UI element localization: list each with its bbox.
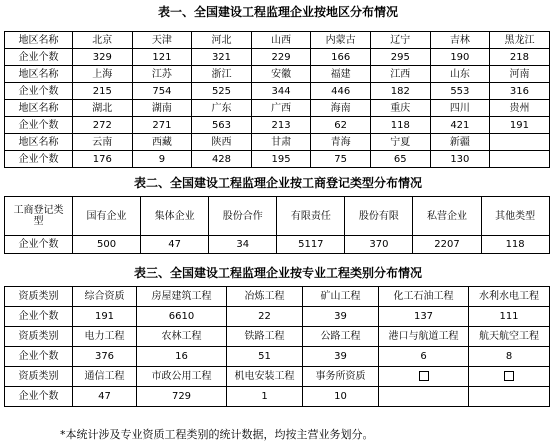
table-row xyxy=(5,49,550,66)
category-name: 航天航空工程 xyxy=(469,327,550,347)
empty-box-icon-cell xyxy=(469,367,550,387)
region-count: 121 xyxy=(132,49,192,66)
table-row xyxy=(5,236,550,254)
region-count: 62 xyxy=(311,117,371,134)
region-count: 118 xyxy=(370,117,430,134)
row-label: 企业个数 xyxy=(5,49,73,66)
region-count: 295 xyxy=(370,49,430,66)
category-name: 冶炼工程 xyxy=(227,287,303,307)
category-name: 公路工程 xyxy=(303,327,379,347)
type-count: 5117 xyxy=(277,236,345,254)
region-count xyxy=(490,151,550,168)
region-name: 湖南 xyxy=(132,100,192,117)
region-name: 北京 xyxy=(73,32,133,49)
category-name: 水利水电工程 xyxy=(469,287,550,307)
region-name: 河南 xyxy=(490,66,550,83)
category-count: 111 xyxy=(469,307,550,327)
category-name: 化工石油工程 xyxy=(379,287,469,307)
region-name: 黑龙江 xyxy=(490,32,550,49)
region-count: 563 xyxy=(192,117,252,134)
category-count: 16 xyxy=(137,347,227,367)
registration-type-table xyxy=(4,196,550,254)
region-name: 福建 xyxy=(311,66,371,83)
table2-title: 表二、全国建设工程监理企业按工商登记类型分布情况 xyxy=(133,176,422,190)
category-name: 事务所资质 xyxy=(303,367,379,387)
empty-cell xyxy=(379,387,469,407)
region-count: 215 xyxy=(73,83,133,100)
region-count: 190 xyxy=(430,49,490,66)
region-name: 贵州 xyxy=(490,100,550,117)
category-count: 729 xyxy=(137,387,227,407)
type-name: 有限责任 xyxy=(277,197,345,236)
table-row xyxy=(5,83,550,100)
category-count: 191 xyxy=(73,307,137,327)
category-name: 农林工程 xyxy=(137,327,227,347)
region-name: 山西 xyxy=(251,32,311,49)
category-count: 6610 xyxy=(137,307,227,327)
type-count: 118 xyxy=(481,236,549,254)
table-row xyxy=(5,32,550,49)
type-name: 其他类型 xyxy=(481,197,549,236)
region-name: 广西 xyxy=(251,100,311,117)
region-count: 754 xyxy=(132,83,192,100)
region-count: 213 xyxy=(251,117,311,134)
table-row xyxy=(5,197,550,236)
region-name: 吉林 xyxy=(430,32,490,49)
table-row xyxy=(5,367,550,387)
region-count: 329 xyxy=(73,49,133,66)
region-count: 9 xyxy=(132,151,192,168)
region-count: 316 xyxy=(490,83,550,100)
table-row xyxy=(5,387,550,407)
region-name: 浙江 xyxy=(192,66,252,83)
type-name: 国有企业 xyxy=(73,197,141,236)
region-name: 云南 xyxy=(73,134,133,151)
region-name: 新疆 xyxy=(430,134,490,151)
region-count: 195 xyxy=(251,151,311,168)
row-label: 企业个数 xyxy=(5,151,73,168)
region-count: 271 xyxy=(132,117,192,134)
region-count: 130 xyxy=(430,151,490,168)
region-name: 山东 xyxy=(430,66,490,83)
region-name: 青海 xyxy=(311,134,371,151)
type-count: 500 xyxy=(73,236,141,254)
region-name: 西藏 xyxy=(132,134,192,151)
category-name: 电力工程 xyxy=(73,327,137,347)
row-label: 地区名称 xyxy=(5,32,73,49)
row-label: 企业个数 xyxy=(5,83,73,100)
region-count: 428 xyxy=(192,151,252,168)
row-label: 资质类别 xyxy=(5,327,73,347)
region-count: 65 xyxy=(370,151,430,168)
category-count: 39 xyxy=(303,307,379,327)
table-row xyxy=(5,287,550,307)
region-count: 525 xyxy=(192,83,252,100)
table-row xyxy=(5,134,550,151)
region-count: 421 xyxy=(430,117,490,134)
row-label: 企业个数 xyxy=(5,387,73,407)
table-row xyxy=(5,307,550,327)
type-name: 股份合作 xyxy=(209,197,277,236)
region-count: 321 xyxy=(192,49,252,66)
table1-title: 表一、全国建设工程监理企业按地区分布情况 xyxy=(157,5,398,19)
row-label: 企业个数 xyxy=(5,307,73,327)
category-count: 39 xyxy=(303,347,379,367)
category-name: 房屋建筑工程 xyxy=(137,287,227,307)
region-count: 176 xyxy=(73,151,133,168)
region-name: 安徽 xyxy=(251,66,311,83)
table-row xyxy=(5,66,550,83)
type-count: 370 xyxy=(345,236,413,254)
table-row xyxy=(5,100,550,117)
row-label: 资质类别 xyxy=(5,287,73,307)
specialty-category-table xyxy=(4,286,550,407)
row-label: 资质类别 xyxy=(5,367,73,387)
region-count: 218 xyxy=(490,49,550,66)
region-table xyxy=(4,31,550,168)
category-count: 1 xyxy=(227,387,303,407)
table3-title: 表三、全国建设工程监理企业按专业工程类别分布情况 xyxy=(133,266,422,280)
category-count: 22 xyxy=(227,307,303,327)
region-count: 446 xyxy=(311,83,371,100)
region-count: 272 xyxy=(73,117,133,134)
category-name: 机电安装工程 xyxy=(227,367,303,387)
row-label: 地区名称 xyxy=(5,66,73,83)
category-count: 51 xyxy=(227,347,303,367)
empty-box-icon-cell xyxy=(379,367,469,387)
region-count: 553 xyxy=(430,83,490,100)
type-name: 集体企业 xyxy=(141,197,209,236)
empty-box-icon xyxy=(419,371,429,381)
region-name: 海南 xyxy=(311,100,371,117)
row-label: 企业个数 xyxy=(5,347,73,367)
category-count: 8 xyxy=(469,347,550,367)
region-count: 191 xyxy=(490,117,550,134)
region-name: 宁夏 xyxy=(370,134,430,151)
empty-box-icon xyxy=(504,371,514,381)
region-count: 182 xyxy=(370,83,430,100)
region-count: 344 xyxy=(251,83,311,100)
footnote: *本统计涉及专业资质工程类别的统计数据，均按主营业务划分。 xyxy=(60,428,374,441)
region-count: 166 xyxy=(311,49,371,66)
region-name: 广东 xyxy=(192,100,252,117)
type-count: 34 xyxy=(209,236,277,254)
table-row xyxy=(5,347,550,367)
row-label: 地区名称 xyxy=(5,100,73,117)
category-count: 137 xyxy=(379,307,469,327)
category-name: 综合资质 xyxy=(73,287,137,307)
category-name: 矿山工程 xyxy=(303,287,379,307)
category-name: 港口与航道工程 xyxy=(379,327,469,347)
region-name: 四川 xyxy=(430,100,490,117)
region-count: 75 xyxy=(311,151,371,168)
region-name: 江西 xyxy=(370,66,430,83)
category-count: 376 xyxy=(73,347,137,367)
region-name: 河北 xyxy=(192,32,252,49)
region-name: 甘肃 xyxy=(251,134,311,151)
type-count: 47 xyxy=(141,236,209,254)
category-name: 市政公用工程 xyxy=(137,367,227,387)
region-name: 天津 xyxy=(132,32,192,49)
category-name: 铁路工程 xyxy=(227,327,303,347)
row-label: 工商登记类型 xyxy=(5,197,73,236)
region-name: 内蒙古 xyxy=(311,32,371,49)
type-name: 私营企业 xyxy=(413,197,481,236)
row-label: 地区名称 xyxy=(5,134,73,151)
region-name: 陕西 xyxy=(192,134,252,151)
row-label: 企业个数 xyxy=(5,117,73,134)
category-name: 通信工程 xyxy=(73,367,137,387)
region-name: 湖北 xyxy=(73,100,133,117)
category-count: 47 xyxy=(73,387,137,407)
region-name: 重庆 xyxy=(370,100,430,117)
region-name: 上海 xyxy=(73,66,133,83)
region-count: 229 xyxy=(251,49,311,66)
region-name: 江苏 xyxy=(132,66,192,83)
table-row xyxy=(5,151,550,168)
category-count: 10 xyxy=(303,387,379,407)
table-row xyxy=(5,327,550,347)
category-count: 6 xyxy=(379,347,469,367)
empty-cell xyxy=(469,387,550,407)
table-row xyxy=(5,117,550,134)
type-name: 股份有限 xyxy=(345,197,413,236)
region-name xyxy=(490,134,550,151)
type-count: 2207 xyxy=(413,236,481,254)
region-name: 辽宁 xyxy=(370,32,430,49)
row-label: 企业个数 xyxy=(5,236,73,254)
